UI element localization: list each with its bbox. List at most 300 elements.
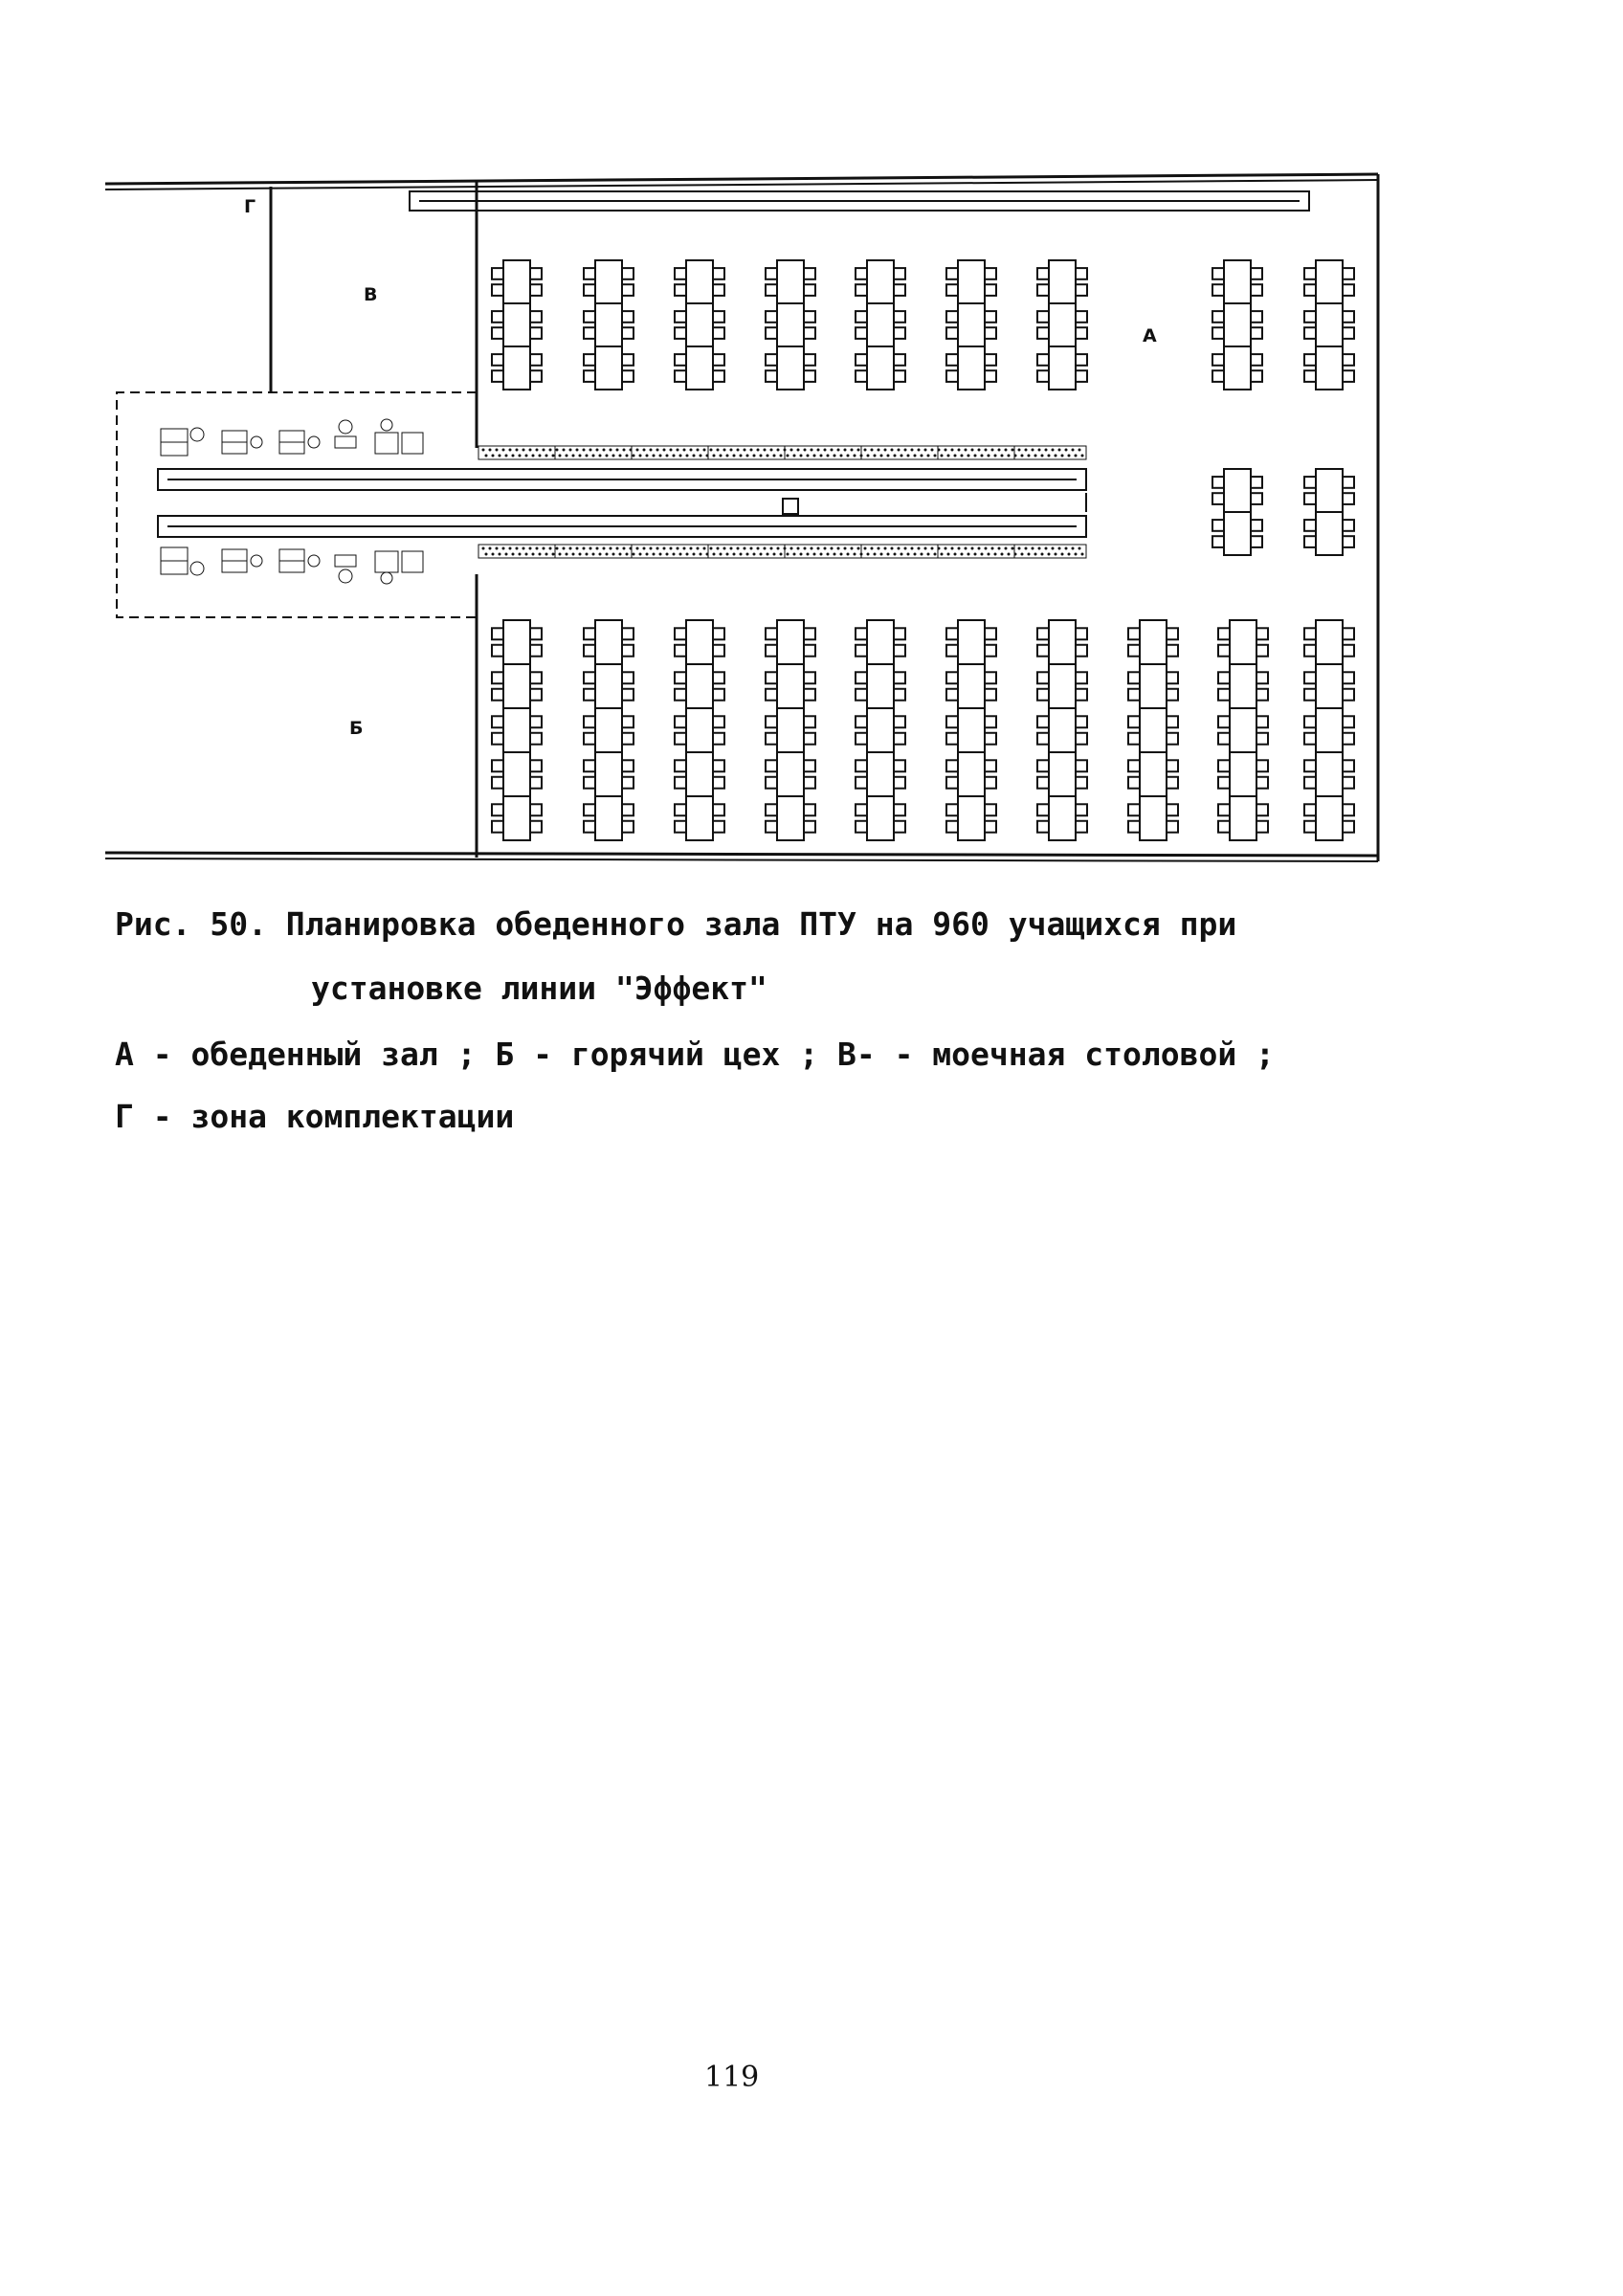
chair xyxy=(985,821,996,833)
rail-dot xyxy=(603,449,606,452)
chair xyxy=(1251,370,1262,382)
rail-dot xyxy=(904,449,907,452)
dining-tables xyxy=(492,260,1354,840)
rail-dot xyxy=(744,449,746,452)
chair xyxy=(766,645,777,657)
rail-dot xyxy=(485,553,488,556)
rail-dot xyxy=(1021,455,1024,457)
rail-dot xyxy=(626,455,629,457)
rail-dot xyxy=(1045,449,1048,452)
table-group xyxy=(1128,620,1178,840)
chair xyxy=(622,760,634,771)
rail-dot xyxy=(525,553,528,556)
rail-dot xyxy=(811,449,813,452)
rail-dot xyxy=(683,449,686,452)
chair xyxy=(1304,477,1316,488)
equipment-round xyxy=(339,420,352,434)
table xyxy=(1230,620,1256,664)
rail-dot xyxy=(650,547,653,550)
equipment-round xyxy=(308,436,320,448)
table xyxy=(595,664,622,708)
rail-dot xyxy=(633,553,635,556)
chair xyxy=(894,628,905,639)
equipment-unit xyxy=(375,551,398,572)
table xyxy=(867,708,894,752)
chair xyxy=(804,733,815,745)
chair xyxy=(1037,370,1049,382)
rail-dot xyxy=(1041,553,1044,556)
rail-dot xyxy=(770,547,773,550)
rail-dot xyxy=(536,449,539,452)
chair xyxy=(713,672,724,683)
chair xyxy=(530,689,542,701)
chair xyxy=(492,268,503,279)
table xyxy=(1316,303,1343,346)
table xyxy=(1140,708,1167,752)
rail-dot xyxy=(482,547,485,550)
rail-dot xyxy=(1025,547,1028,550)
chair xyxy=(1304,354,1316,366)
table xyxy=(503,752,530,796)
rail-dot xyxy=(612,455,615,457)
page-number: 119 xyxy=(704,2061,760,2094)
table xyxy=(1316,346,1343,390)
rail-dot xyxy=(556,547,559,550)
rail-dot xyxy=(563,449,566,452)
chair xyxy=(1212,327,1224,339)
table-group xyxy=(1037,620,1087,840)
rail-dot xyxy=(1028,455,1031,457)
chair xyxy=(1212,284,1224,296)
chair xyxy=(894,354,905,366)
chair xyxy=(1251,327,1262,339)
chair xyxy=(1304,628,1316,639)
chair xyxy=(894,327,905,339)
rail-dot xyxy=(663,547,666,550)
rail-dot xyxy=(820,553,823,556)
table-group xyxy=(1304,620,1354,840)
rail-dot xyxy=(693,553,696,556)
rail-dot xyxy=(924,449,927,452)
chair xyxy=(675,689,686,701)
table xyxy=(503,708,530,752)
rail-dot xyxy=(820,455,823,457)
table-group xyxy=(584,260,634,390)
rail-dot xyxy=(636,449,639,452)
chair xyxy=(1343,777,1354,789)
rail-dot xyxy=(643,449,646,452)
rail-dot xyxy=(566,553,568,556)
rail-dot xyxy=(773,455,776,457)
chair xyxy=(1076,370,1087,382)
table-group xyxy=(675,260,724,390)
chair xyxy=(1167,689,1178,701)
chair xyxy=(530,354,542,366)
chair xyxy=(713,804,724,815)
rail-dot xyxy=(854,455,856,457)
chair xyxy=(492,284,503,296)
table xyxy=(503,664,530,708)
chair xyxy=(1128,733,1140,745)
chair xyxy=(1343,672,1354,683)
chair xyxy=(1343,311,1354,323)
chair xyxy=(856,777,867,789)
chair xyxy=(985,804,996,815)
rail-dot xyxy=(559,455,562,457)
table xyxy=(958,620,985,664)
chair xyxy=(1076,327,1087,339)
chair xyxy=(1128,689,1140,701)
rail-dot xyxy=(1005,449,1008,452)
chair xyxy=(1256,672,1268,683)
rail-dot xyxy=(807,553,810,556)
rail-dot xyxy=(612,553,615,556)
chair xyxy=(1212,493,1224,504)
table xyxy=(1316,796,1343,840)
chair xyxy=(713,645,724,657)
chair xyxy=(804,645,815,657)
railing xyxy=(478,446,1086,459)
rail-dot xyxy=(720,455,723,457)
table xyxy=(958,708,985,752)
chair xyxy=(584,689,595,701)
chair xyxy=(1343,760,1354,771)
chair xyxy=(584,370,595,382)
chair xyxy=(1212,268,1224,279)
chair xyxy=(530,327,542,339)
chair xyxy=(622,268,634,279)
rail-dot xyxy=(690,547,693,550)
rail-dot xyxy=(552,553,555,556)
chair xyxy=(1128,760,1140,771)
rail-dot xyxy=(623,547,626,550)
chair xyxy=(894,689,905,701)
chair xyxy=(622,716,634,727)
rail-dot xyxy=(967,553,970,556)
rail-dot xyxy=(978,449,981,452)
table xyxy=(867,260,894,303)
chair xyxy=(894,672,905,683)
rail-dot xyxy=(974,455,977,457)
chair xyxy=(1343,520,1354,531)
chair xyxy=(946,672,958,683)
chair xyxy=(766,628,777,639)
rail-dot xyxy=(639,455,642,457)
rail-dot xyxy=(891,547,894,550)
rail-dot xyxy=(569,449,572,452)
rail-dot xyxy=(616,449,619,452)
chair xyxy=(675,311,686,323)
rail-dot xyxy=(767,553,769,556)
rail-dot xyxy=(723,547,726,550)
chair xyxy=(1256,821,1268,833)
rail-dot xyxy=(730,547,733,550)
chair xyxy=(946,628,958,639)
rail-dot xyxy=(572,455,575,457)
chair xyxy=(856,645,867,657)
rail-dot xyxy=(579,553,582,556)
chair xyxy=(622,804,634,815)
rail-dot xyxy=(606,553,609,556)
rail-dot xyxy=(700,455,702,457)
chair xyxy=(766,268,777,279)
chair xyxy=(492,777,503,789)
chair xyxy=(985,370,996,382)
rail-dot xyxy=(974,553,977,556)
rail-dot xyxy=(777,449,780,452)
chair xyxy=(804,777,815,789)
chair xyxy=(1304,327,1316,339)
rail-dot xyxy=(900,553,903,556)
chair xyxy=(856,311,867,323)
chair xyxy=(1167,645,1178,657)
chair xyxy=(946,354,958,366)
rail-dot xyxy=(884,449,887,452)
chair xyxy=(1076,628,1087,639)
rail-dot xyxy=(619,455,622,457)
chair xyxy=(492,628,503,639)
rail-dot xyxy=(947,553,950,556)
rail-dot xyxy=(586,455,589,457)
rail-dot xyxy=(804,547,807,550)
rail-dot xyxy=(827,553,830,556)
table-group xyxy=(946,260,996,390)
chair xyxy=(856,628,867,639)
rail-dot xyxy=(643,547,646,550)
chair xyxy=(1343,689,1354,701)
chair xyxy=(946,804,958,815)
rail-dot xyxy=(589,449,592,452)
table xyxy=(1316,260,1343,303)
rail-dot xyxy=(496,449,499,452)
rail-dot xyxy=(757,547,760,550)
rail-dot xyxy=(958,449,961,452)
rail-dot xyxy=(482,449,485,452)
chair xyxy=(804,284,815,296)
chair xyxy=(985,777,996,789)
rail-dot xyxy=(1078,449,1081,452)
chair xyxy=(1128,645,1140,657)
rail-dot xyxy=(837,547,840,550)
rail-dot xyxy=(787,553,789,556)
rail-dot xyxy=(679,553,682,556)
table xyxy=(1140,620,1167,664)
rail-dot xyxy=(793,553,796,556)
rail-dot xyxy=(663,449,666,452)
chair xyxy=(530,760,542,771)
rail-dot xyxy=(985,547,988,550)
rail-dot xyxy=(1038,449,1041,452)
rail-dot xyxy=(967,455,970,457)
rail-dot xyxy=(887,455,890,457)
rail-dot xyxy=(1048,553,1051,556)
figure-caption: Рис. 50. Планировка обеденного зала ПТУ на 960 учащихся при xyxy=(115,905,1237,943)
rail-dot xyxy=(717,547,720,550)
equipment-round xyxy=(190,562,204,575)
chair xyxy=(804,628,815,639)
chair xyxy=(675,354,686,366)
chair xyxy=(584,672,595,683)
chair xyxy=(622,311,634,323)
rail-dot xyxy=(656,449,659,452)
chair xyxy=(530,672,542,683)
rail-dot xyxy=(737,547,740,550)
rail-dot xyxy=(670,449,673,452)
chair xyxy=(1128,821,1140,833)
rail-dot xyxy=(740,455,743,457)
chair xyxy=(530,311,542,323)
rail-dot xyxy=(549,449,552,452)
chair xyxy=(804,268,815,279)
chair xyxy=(894,804,905,815)
rail-dot xyxy=(616,547,619,550)
rail-dot xyxy=(1021,553,1024,556)
chair xyxy=(675,284,686,296)
chair xyxy=(675,760,686,771)
table xyxy=(1316,708,1343,752)
chair xyxy=(946,645,958,657)
chair xyxy=(766,284,777,296)
chair xyxy=(985,327,996,339)
equipment-round xyxy=(381,419,392,431)
rail-dot xyxy=(543,449,545,452)
rail-dot xyxy=(947,455,950,457)
table xyxy=(595,708,622,752)
table xyxy=(595,303,622,346)
rail-dot xyxy=(847,553,850,556)
rail-dot xyxy=(817,547,820,550)
table xyxy=(1224,469,1251,512)
chair xyxy=(804,311,815,323)
table xyxy=(867,796,894,840)
chair xyxy=(804,804,815,815)
table xyxy=(686,664,713,708)
chair xyxy=(856,327,867,339)
table xyxy=(503,620,530,664)
chair xyxy=(985,628,996,639)
chair xyxy=(856,716,867,727)
chair xyxy=(894,311,905,323)
rail-dot xyxy=(726,455,729,457)
chair xyxy=(675,645,686,657)
rail-dot xyxy=(693,455,696,457)
chair xyxy=(1037,804,1049,815)
chair xyxy=(492,327,503,339)
table xyxy=(777,303,804,346)
table xyxy=(1049,346,1076,390)
chair xyxy=(1167,672,1178,683)
chair xyxy=(1343,821,1354,833)
chair xyxy=(622,327,634,339)
chair xyxy=(985,716,996,727)
rail-dot xyxy=(539,553,542,556)
chair xyxy=(856,370,867,382)
rail-dot xyxy=(770,449,773,452)
chair xyxy=(1304,716,1316,727)
chair xyxy=(856,672,867,683)
chair xyxy=(1343,733,1354,745)
table xyxy=(867,664,894,708)
rail-dot xyxy=(965,547,967,550)
building-walls xyxy=(105,174,1378,861)
rail-dot xyxy=(867,553,870,556)
equipment-round xyxy=(251,555,262,567)
rail-dot xyxy=(623,449,626,452)
chair xyxy=(856,284,867,296)
chair xyxy=(1076,284,1087,296)
rail-dot xyxy=(596,449,599,452)
chair xyxy=(1304,268,1316,279)
equipment-round xyxy=(381,572,392,584)
rail-dot xyxy=(840,553,843,556)
table xyxy=(1230,664,1256,708)
rail-dot xyxy=(898,547,900,550)
chair xyxy=(1343,284,1354,296)
rail-dot xyxy=(1034,553,1037,556)
rail-dot xyxy=(556,449,559,452)
chair xyxy=(804,370,815,382)
equipment-round xyxy=(190,428,204,441)
chair xyxy=(622,628,634,639)
chair xyxy=(804,689,815,701)
rail-dot xyxy=(811,547,813,550)
rail-dot xyxy=(790,449,793,452)
table xyxy=(1230,796,1256,840)
rail-dot xyxy=(522,547,525,550)
chair xyxy=(713,628,724,639)
floor-plan xyxy=(0,0,1623,919)
chair xyxy=(1212,520,1224,531)
chair xyxy=(946,311,958,323)
rail-dot xyxy=(656,547,659,550)
equipment-row xyxy=(161,547,423,584)
rail-dot xyxy=(519,553,522,556)
chair xyxy=(675,804,686,815)
rail-dot xyxy=(720,553,723,556)
chair xyxy=(530,268,542,279)
chair xyxy=(1304,493,1316,504)
rail-dot xyxy=(1038,547,1041,550)
table-group xyxy=(1304,469,1354,555)
table xyxy=(1049,664,1076,708)
chair xyxy=(492,821,503,833)
rail-dot xyxy=(787,455,789,457)
chair xyxy=(1304,821,1316,833)
table xyxy=(686,346,713,390)
table-group xyxy=(1212,469,1262,555)
rail-dot xyxy=(726,553,729,556)
rail-dot xyxy=(880,455,883,457)
chair xyxy=(1304,520,1316,531)
rail-dot xyxy=(927,455,930,457)
rail-dot xyxy=(907,553,910,556)
chair xyxy=(1076,716,1087,727)
zone-label-v: В xyxy=(364,284,378,305)
rail-dot xyxy=(737,449,740,452)
chair xyxy=(1251,311,1262,323)
rail-dot xyxy=(677,547,679,550)
rail-dot xyxy=(831,547,834,550)
table xyxy=(503,346,530,390)
rail-dot xyxy=(697,547,700,550)
equipment-round xyxy=(251,436,262,448)
chair xyxy=(1037,628,1049,639)
rail-dot xyxy=(991,449,994,452)
rail-dot xyxy=(686,455,689,457)
chair xyxy=(584,311,595,323)
chair xyxy=(1343,804,1354,815)
rail-dot xyxy=(934,455,937,457)
